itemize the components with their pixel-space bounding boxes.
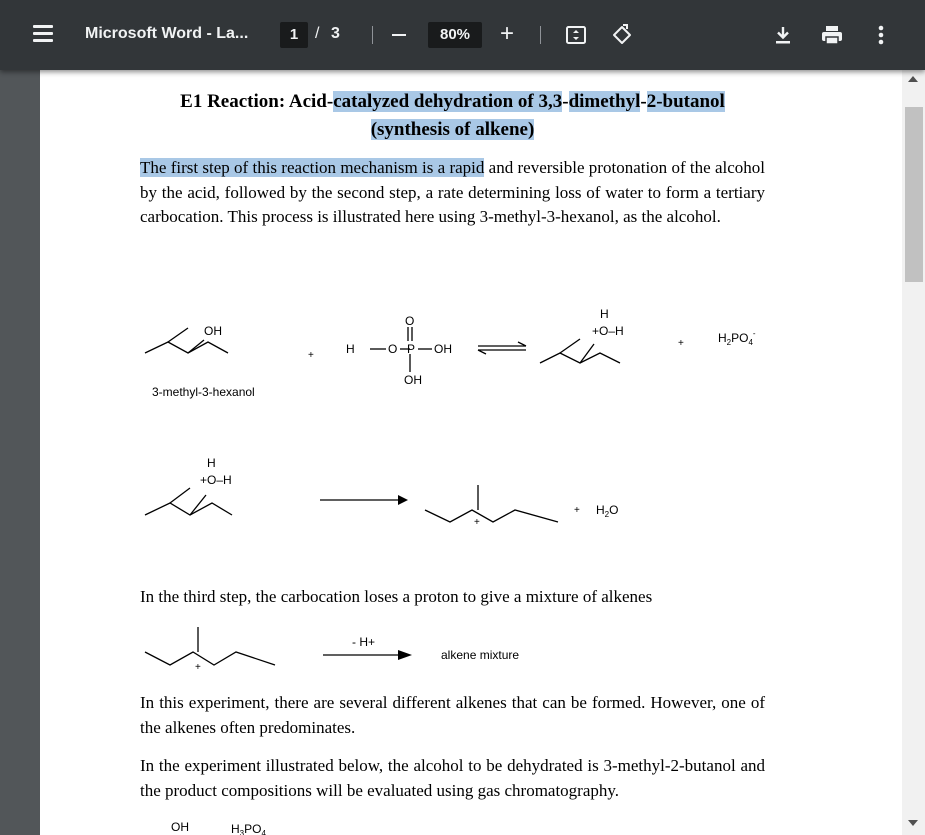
- heading-highlight: 2-butanol: [646, 91, 725, 112]
- plus-sign: +: [308, 350, 314, 361]
- water-formula: $H_2O$: [596, 503, 619, 519]
- zoom-input[interactable]: 80%: [428, 22, 482, 48]
- paragraph-text: and reversible protonation of the alcohol by the acid, followed by the second step, a rate determining loss of water to form a tertiary carbocation. This process is illustrated here using 3-methyl-3-hexanol, as the alcohol.: [140, 158, 765, 226]
- paragraph-4: In the experiment illustrated below, the alcohol to be dehydrated is 3-methyl-2-butanol and the product compositions will be evaluated using gas chromatography.: [140, 756, 765, 800]
- heading-highlight: dimethyl: [568, 91, 641, 112]
- phosphoric-acid: $H_3PO_4$: [231, 822, 266, 835]
- heading-highlight: catalyzed dehydration of 3,3: [333, 91, 563, 112]
- plus-sign: +: [574, 505, 580, 516]
- paragraph-2: In the third step, the carbocation loses a proton to give a mixture of alkenes: [140, 587, 653, 606]
- paragraph-3: In this experiment, there are several different alkenes that can be formed. However, one of the alkenes often predominates.: [140, 693, 765, 737]
- scroll-down-icon[interactable]: [906, 818, 920, 828]
- toolbar-divider: [540, 26, 541, 44]
- print-icon[interactable]: [820, 24, 844, 46]
- pdf-page: [40, 70, 902, 835]
- plus-sign: +: [678, 338, 684, 349]
- reaction-scheme-3: [140, 622, 800, 672]
- acid-p: P: [407, 342, 416, 356]
- carbocation-charge: +: [195, 662, 201, 672]
- pdf-toolbar: [0, 0, 925, 70]
- reaction-arrow-head: [398, 495, 408, 505]
- zoom-in-button[interactable]: +: [500, 20, 515, 47]
- zoom-out-button[interactable]: [392, 34, 406, 36]
- acid-oh-bottom: OH: [404, 373, 422, 387]
- document-heading: [140, 88, 765, 144]
- acid-oh-right: OH: [434, 342, 452, 356]
- heading-line-1: [140, 88, 765, 116]
- heading-text: E1 Reaction: Acid-: [180, 91, 334, 112]
- reaction-scheme-2: [140, 455, 800, 535]
- acid-o2: O: [388, 342, 398, 356]
- protonated-h: H: [600, 307, 609, 321]
- rotate-icon[interactable]: [610, 23, 634, 47]
- carbocation-charge: +: [474, 517, 480, 528]
- proton-loss-label: - H+: [352, 635, 376, 649]
- product-label: alkene mixture: [441, 648, 520, 662]
- heading-text: -: [640, 91, 647, 112]
- oh-label: OH: [171, 820, 189, 834]
- scrollbar-thumb[interactable]: [905, 107, 923, 282]
- menu-icon[interactable]: [33, 25, 53, 45]
- more-options-icon[interactable]: [875, 24, 887, 46]
- scroll-up-icon[interactable]: [906, 74, 920, 84]
- protonated-oh: +O–H: [200, 473, 232, 487]
- fit-to-page-icon[interactable]: [565, 24, 587, 46]
- toolbar-divider: [372, 26, 373, 44]
- acid-h: H: [346, 342, 355, 356]
- acid-o: O: [405, 314, 415, 328]
- protonated-h: H: [207, 456, 216, 470]
- reaction-scheme-1: [140, 300, 800, 410]
- total-pages: 3: [331, 25, 340, 42]
- compound-name: 3-methyl-3-hexanol: [152, 385, 255, 399]
- current-page-input[interactable]: 1: [280, 22, 308, 48]
- paragraph-1: [140, 156, 765, 230]
- protonated-oh: +O–H: [592, 324, 624, 338]
- document-title: Microsoft Word - La...: [85, 25, 249, 42]
- paragraph-highlight: The first step of this reaction mechanism is a rapid: [140, 158, 485, 177]
- dihydrogen-phosphate: $H_2PO_4^-$: [718, 329, 756, 347]
- reaction-scheme-4: [140, 815, 800, 835]
- reaction-arrow-head: [398, 650, 412, 660]
- heading-line-2: (synthesis of alkene): [370, 119, 535, 140]
- page-separator: /: [315, 25, 320, 42]
- heading-text: -: [562, 91, 569, 112]
- download-icon[interactable]: [772, 24, 794, 46]
- oh-label: OH: [204, 324, 222, 338]
